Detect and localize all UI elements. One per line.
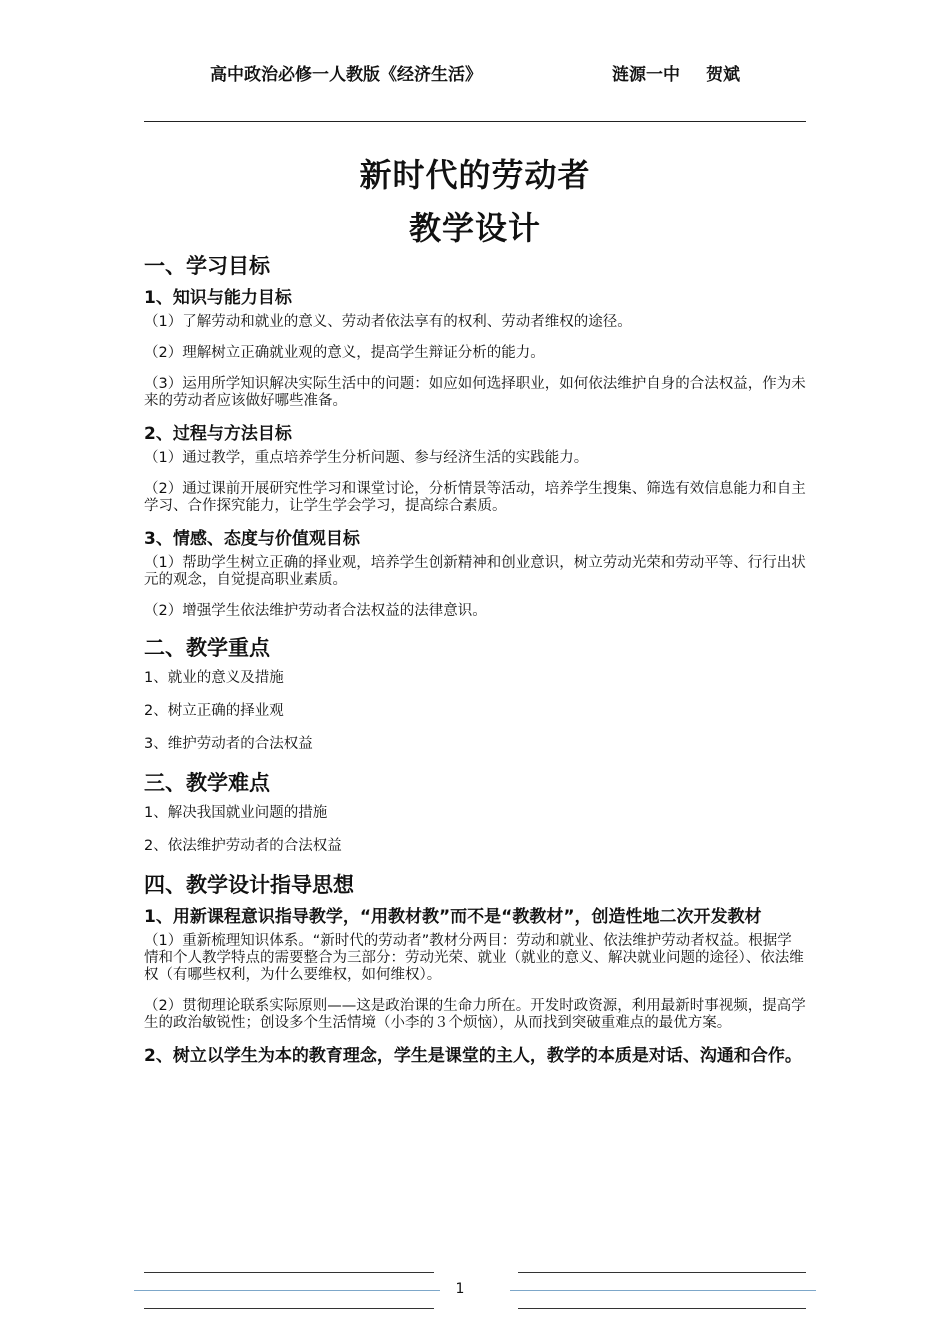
subheading-knowledge-ability: 1、知识与能力目标 xyxy=(144,288,292,308)
page-number: 1 xyxy=(455,1281,465,1297)
header-author: 贺斌 xyxy=(706,65,740,85)
document-title: 新时代的劳动者 xyxy=(359,156,591,194)
list-item: 1、就业的意义及措施 xyxy=(144,670,284,686)
header-rule xyxy=(144,121,806,122)
list-item: 2、树立正确的择业观 xyxy=(144,703,284,719)
footer-rule xyxy=(134,1290,440,1291)
footer-rule xyxy=(518,1272,806,1273)
list-item: 1、解决我国就业问题的措施 xyxy=(144,805,328,821)
footer-rule xyxy=(144,1308,434,1309)
document-body xyxy=(144,252,806,1072)
footer-rule xyxy=(144,1272,434,1273)
header-school: 涟源一中 xyxy=(612,65,680,85)
paragraph: （1）重新梳理知识体系。“新时代的劳动者”教材分两目：劳动和就业、依法维护劳动者权益。根据学情和个人教学特点的需要整合为三部分：劳动光荣、就业（就业的意义、解决就业问题的途径）、依法维权（有哪些权利，为什么要维权，如何维权）。 xyxy=(144,933,804,983)
paragraph: （2）增强学生依法维护劳动者合法权益的法律意识。 xyxy=(144,603,487,619)
paragraph: （2）通过课前开展研究性学习和课堂讨论，分析情景等活动，培养学生搜集、筛选有效信息能力和自主学习、合作探究能力，让学生学会学习，提高综合素质。 xyxy=(144,481,806,514)
subheading-process-method: 2、过程与方法目标 xyxy=(144,424,292,444)
subheading-new-curriculum: 1、用新课程意识指导教学，“用教材教”而不是“教教材”，创造性地二次开发教材 xyxy=(144,907,762,927)
section-heading-key-points: 二、教学重点 xyxy=(144,636,270,660)
subheading-student-centered: 2、树立以学生为本的教育理念，学生是课堂的主人，教学的本质是对话、沟通和合作。 xyxy=(144,1046,802,1066)
document-subtitle: 教学设计 xyxy=(408,209,541,247)
section-heading-guiding-ideas: 四、教学设计指导思想 xyxy=(144,873,354,897)
section-heading-objectives: 一、学习目标 xyxy=(144,254,270,278)
section-heading-difficulties: 三、教学难点 xyxy=(144,771,270,795)
subheading-emotion-values: 3、情感、态度与价值观目标 xyxy=(144,529,360,549)
paragraph: （2）理解树立正确就业观的意义，提高学生辩证分析的能力。 xyxy=(144,345,545,361)
paragraph: （3）运用所学知识解决实际生活中的问题：如应如何选择职业，如何依法维护自身的合法权益，作为未来的劳动者应该做好哪些准备。 xyxy=(144,376,806,409)
footer-rule xyxy=(518,1308,806,1309)
paragraph: （1）了解劳动和就业的意义、劳动者依法享有的权利、劳动者维权的途径。 xyxy=(144,314,632,330)
paragraph: （1）帮助学生树立正确的择业观，培养学生创新精神和创业意识，树立劳动光荣和劳动平等、行行出状元的观念，自觉提高职业素质。 xyxy=(144,555,806,588)
list-item: 2、依法维护劳动者的合法权益 xyxy=(144,838,342,854)
list-item: 3、维护劳动者的合法权益 xyxy=(144,736,313,752)
header-book-title: 高中政治必修一人教版《经济生活》 xyxy=(210,65,482,85)
page-header xyxy=(0,60,950,84)
footer-rule xyxy=(510,1290,816,1291)
paragraph: （2）贯彻理论联系实际原则——这是政治课的生命力所在。开发时政资源，利用最新时事视频，提高学生的政治敏锐性；创设多个生活情境（小李的３个烦恼），从而找到突破重难点的最优方案。 xyxy=(144,998,806,1031)
paragraph: （1）通过教学，重点培养学生分析问题、参与经济生活的实践能力。 xyxy=(144,450,589,466)
